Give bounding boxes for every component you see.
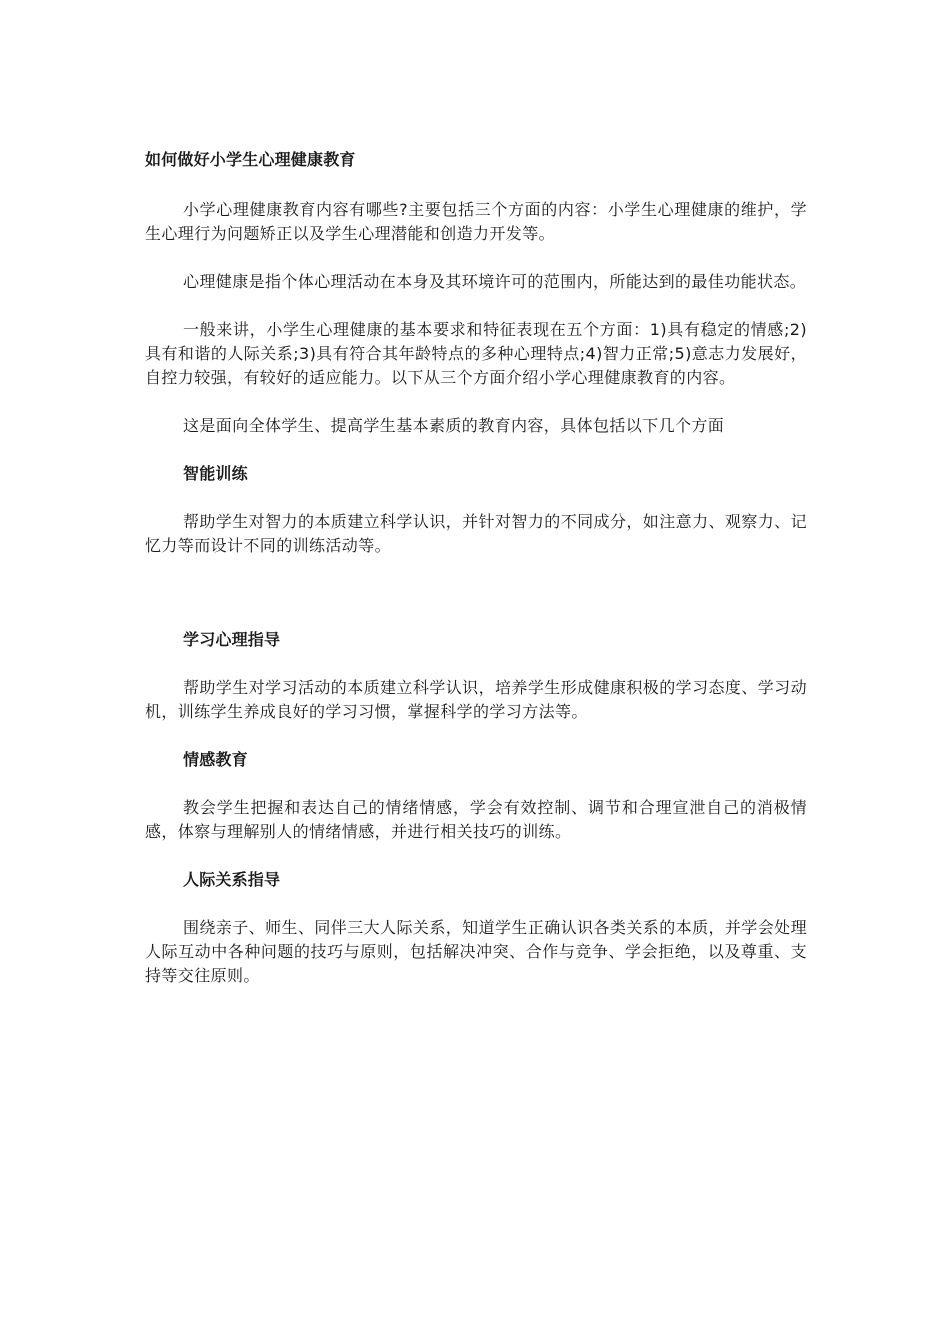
characteristics-paragraph: 一般来讲，小学生心理健康的基本要求和特征表现在五个方面：1)具有稳定的情感;2)具有和谐的人际关系;3)具有符合其年龄特点的多种心理特点;4)智力正常;5)意志力发展好，自控力较强，有较好的适应能力。以下从三个方面介绍小学心理健康教育的内容。 — [145, 320, 807, 387]
section-heading-learning-guidance: 学习心理指导 — [183, 630, 281, 649]
section-heading-emotional-education: 情感教育 — [183, 750, 248, 769]
definition-paragraph: 心理健康是指个体心理活动在本身及其环境许可的范围内，所能达到的最佳功能状态。 — [183, 272, 807, 291]
document-body — [145, 148, 807, 1012]
document-title: 如何做好小学生心理健康教育 — [145, 150, 356, 169]
intro-paragraph: 小学心理健康教育内容有哪些?主要包括三个方面的内容：小学生心理健康的维护，学生心理行为问题矫正以及学生心理潜能和创造力开发等。 — [145, 200, 807, 243]
section-text-intelligence-training: 帮助学生对智力的本质建立科学认识，并针对智力的不同成分，如注意力、观察力、记忆力等而设计不同的训练活动等。 — [145, 512, 807, 555]
blank-spacer — [145, 582, 807, 628]
section-text-interpersonal-guidance: 围绕亲子、师生、同伴三大人际关系，知道学生正确认识各类关系的本质，并学会处理人际互动中各种问题的技巧与原则，包括解决冲突、合作与竞争、学会拒绝，以及尊重、支持等交往原则。 — [145, 918, 807, 985]
overview-paragraph: 这是面向全体学生、提高学生基本素质的教育内容，具体包括以下几个方面 — [183, 416, 725, 435]
section-text-emotional-education: 教会学生把握和表达自己的情绪情感，学会有效控制、调节和合理宣泄自己的消极情感，体察与理解别人的情绪情感，并进行相关技巧的训练。 — [145, 798, 807, 841]
section-text-learning-guidance: 帮助学生对学习活动的本质建立科学认识，培养学生形成健康积极的学习态度、学习动机，训练学生养成良好的学习习惯，掌握科学的学习方法等。 — [145, 678, 807, 721]
section-heading-intelligence-training: 智能训练 — [183, 464, 248, 483]
section-heading-interpersonal-guidance: 人际关系指导 — [183, 870, 281, 889]
